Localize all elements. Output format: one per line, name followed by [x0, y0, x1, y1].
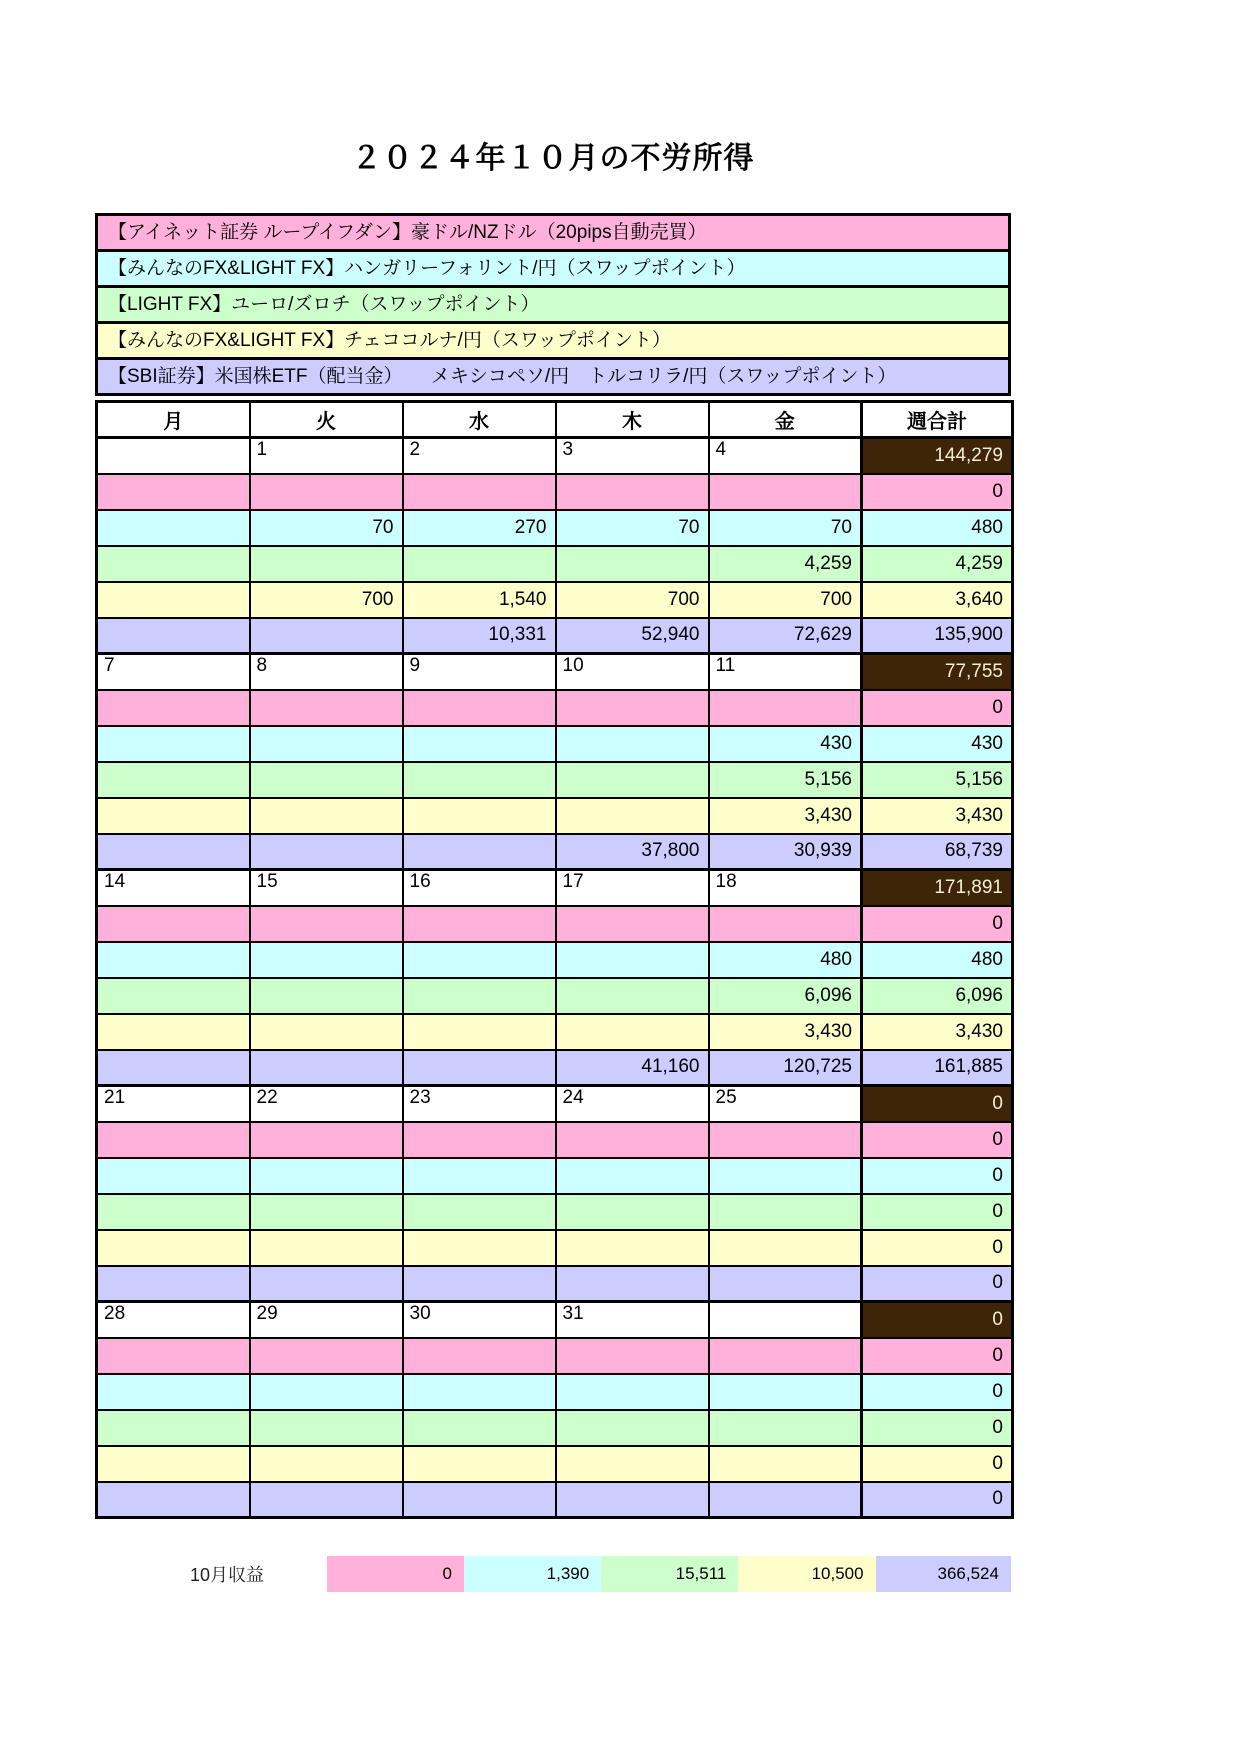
calendar-header	[97, 402, 1013, 438]
value-cell	[709, 1158, 862, 1194]
row-total-cell: 3,640	[862, 582, 1013, 618]
series-row-purple	[97, 1050, 1013, 1086]
week-total-cell: 144,279	[862, 438, 1013, 474]
value-cell	[97, 1050, 250, 1086]
value-cell: 700	[709, 582, 862, 618]
value-cell	[556, 1446, 709, 1482]
value-cell	[403, 1050, 556, 1086]
legend-item-czk-jpy: 【みんなのFX&LIGHT FX】チェココルナ/円（スワップポイント）	[95, 321, 1011, 360]
value-cell	[403, 546, 556, 582]
week-total-cell: 0	[862, 1086, 1013, 1122]
day-cell: 28	[97, 1302, 250, 1338]
series-row-green	[97, 762, 1013, 798]
row-total-cell: 0	[862, 1122, 1013, 1158]
series-row-yellow	[97, 1014, 1013, 1050]
value-cell	[250, 798, 403, 834]
value-cell	[556, 942, 709, 978]
header-week-total: 週合計	[862, 402, 1013, 438]
day-cell: 22	[250, 1086, 403, 1122]
value-cell	[709, 906, 862, 942]
income-calendar-table	[95, 400, 1014, 1519]
value-cell: 120,725	[709, 1050, 862, 1086]
row-total-cell: 0	[862, 906, 1013, 942]
week-day-row	[97, 1302, 1013, 1338]
series-row-yellow	[97, 1446, 1013, 1482]
series-row-cyan	[97, 1374, 1013, 1410]
row-total-cell: 68,739	[862, 834, 1013, 870]
value-cell	[403, 726, 556, 762]
value-cell	[403, 690, 556, 726]
value-cell: 480	[709, 942, 862, 978]
value-cell	[250, 906, 403, 942]
value-cell	[250, 1230, 403, 1266]
week-total-cell: 171,891	[862, 870, 1013, 906]
value-cell	[250, 762, 403, 798]
value-cell: 3,430	[709, 1014, 862, 1050]
value-cell: 70	[709, 510, 862, 546]
value-cell	[97, 834, 250, 870]
value-cell	[403, 1194, 556, 1230]
value-cell	[97, 1482, 250, 1518]
month-total-green: 15,511	[601, 1556, 738, 1592]
value-cell	[250, 726, 403, 762]
value-cell	[556, 726, 709, 762]
series-row-cyan	[97, 726, 1013, 762]
value-cell	[250, 834, 403, 870]
value-cell	[556, 546, 709, 582]
series-row-purple	[97, 618, 1013, 654]
value-cell	[97, 726, 250, 762]
value-cell	[709, 1482, 862, 1518]
value-cell	[250, 1122, 403, 1158]
row-total-cell: 4,259	[862, 546, 1013, 582]
day-cell: 18	[709, 870, 862, 906]
value-cell	[709, 1266, 862, 1302]
day-cell: 9	[403, 654, 556, 690]
row-total-cell: 3,430	[862, 1014, 1013, 1050]
series-row-green	[97, 978, 1013, 1014]
day-cell: 29	[250, 1302, 403, 1338]
row-total-cell: 0	[862, 474, 1013, 510]
value-cell	[403, 798, 556, 834]
series-row-pink	[97, 474, 1013, 510]
value-cell	[97, 582, 250, 618]
value-cell	[97, 618, 250, 654]
header-tuesday: 火	[250, 402, 403, 438]
value-cell: 70	[556, 510, 709, 546]
value-cell	[250, 1050, 403, 1086]
value-cell	[97, 474, 250, 510]
value-cell	[97, 546, 250, 582]
series-row-yellow	[97, 582, 1013, 618]
value-cell: 30,939	[709, 834, 862, 870]
value-cell: 72,629	[709, 618, 862, 654]
value-cell	[709, 1230, 862, 1266]
value-cell	[97, 510, 250, 546]
value-cell	[709, 1374, 862, 1410]
header-monday: 月	[97, 402, 250, 438]
value-cell: 5,156	[709, 762, 862, 798]
series-row-purple	[97, 1266, 1013, 1302]
row-total-cell: 0	[862, 1230, 1013, 1266]
value-cell	[403, 1014, 556, 1050]
value-cell	[97, 1158, 250, 1194]
value-cell	[556, 1374, 709, 1410]
value-cell	[556, 1194, 709, 1230]
day-cell: 23	[403, 1086, 556, 1122]
value-cell	[709, 690, 862, 726]
value-cell	[556, 1158, 709, 1194]
value-cell	[250, 1194, 403, 1230]
value-cell	[97, 1338, 250, 1374]
calendar-body	[97, 438, 1013, 1518]
value-cell	[403, 1266, 556, 1302]
row-total-cell: 0	[862, 1446, 1013, 1482]
page-title: ２０２４年１０月の不労所得	[351, 142, 755, 175]
value-cell	[709, 1446, 862, 1482]
value-cell: 41,160	[556, 1050, 709, 1086]
day-cell: 10	[556, 654, 709, 690]
value-cell	[403, 906, 556, 942]
row-total-cell: 430	[862, 726, 1013, 762]
value-cell: 700	[250, 582, 403, 618]
value-cell	[403, 474, 556, 510]
series-row-yellow	[97, 1230, 1013, 1266]
legend-item-sbi-etf-mxn-try: 【SBI証券】米国株ETF（配当金） メキシコペソ/円 トルコリラ/円（スワップポイント）	[95, 357, 1011, 396]
value-cell	[97, 798, 250, 834]
week-day-row	[97, 438, 1013, 474]
value-cell: 52,940	[556, 618, 709, 654]
value-cell	[556, 1122, 709, 1158]
week-day-row	[97, 870, 1013, 906]
series-row-green	[97, 1410, 1013, 1446]
value-cell	[97, 1446, 250, 1482]
week-total-cell: 0	[862, 1302, 1013, 1338]
row-total-cell: 0	[862, 1338, 1013, 1374]
day-cell: 17	[556, 870, 709, 906]
row-total-cell: 161,885	[862, 1050, 1013, 1086]
value-cell	[556, 906, 709, 942]
month-summary	[190, 1556, 1011, 1592]
value-cell	[403, 1158, 556, 1194]
value-cell	[403, 1338, 556, 1374]
value-cell: 700	[556, 582, 709, 618]
series-row-green	[97, 546, 1013, 582]
value-cell: 70	[250, 510, 403, 546]
header-friday: 金	[709, 402, 862, 438]
day-cell: 25	[709, 1086, 862, 1122]
value-cell	[556, 798, 709, 834]
series-row-pink	[97, 1338, 1013, 1374]
value-cell	[709, 1410, 862, 1446]
row-total-cell: 480	[862, 942, 1013, 978]
day-cell: 1	[250, 438, 403, 474]
series-row-green	[97, 1194, 1013, 1230]
month-total-yellow: 10,500	[738, 1556, 875, 1592]
value-cell: 3,430	[709, 798, 862, 834]
value-cell	[556, 1230, 709, 1266]
value-cell	[250, 978, 403, 1014]
value-cell	[250, 1158, 403, 1194]
day-cell: 24	[556, 1086, 709, 1122]
day-cell: 14	[97, 870, 250, 906]
row-total-cell: 3,430	[862, 798, 1013, 834]
day-cell: 30	[403, 1302, 556, 1338]
series-row-pink	[97, 906, 1013, 942]
series-row-cyan	[97, 510, 1013, 546]
day-cell: 4	[709, 438, 862, 474]
value-cell	[97, 1374, 250, 1410]
row-total-cell: 0	[862, 1266, 1013, 1302]
value-cell	[97, 942, 250, 978]
series-row-pink	[97, 1122, 1013, 1158]
month-total-pink: 0	[327, 1556, 464, 1592]
value-cell	[709, 1338, 862, 1374]
row-total-cell: 0	[862, 690, 1013, 726]
value-cell	[250, 1338, 403, 1374]
value-cell	[403, 1410, 556, 1446]
row-total-cell: 0	[862, 1482, 1013, 1518]
value-cell	[556, 762, 709, 798]
series-row-cyan	[97, 1158, 1013, 1194]
value-cell	[250, 1266, 403, 1302]
value-cell: 4,259	[709, 546, 862, 582]
month-total-cyan: 1,390	[464, 1556, 601, 1592]
value-cell: 37,800	[556, 834, 709, 870]
value-cell	[403, 1374, 556, 1410]
value-cell	[556, 1410, 709, 1446]
header-thursday: 木	[556, 402, 709, 438]
week-total-cell: 77,755	[862, 654, 1013, 690]
day-cell: 8	[250, 654, 403, 690]
value-cell	[403, 1482, 556, 1518]
value-cell	[250, 1446, 403, 1482]
value-cell	[403, 762, 556, 798]
day-cell: 11	[709, 654, 862, 690]
value-cell	[556, 690, 709, 726]
value-cell	[403, 1122, 556, 1158]
value-cell	[250, 1482, 403, 1518]
value-cell	[709, 1122, 862, 1158]
series-row-purple	[97, 1482, 1013, 1518]
value-cell	[556, 1338, 709, 1374]
value-cell	[97, 1266, 250, 1302]
value-cell	[556, 474, 709, 510]
value-cell	[250, 546, 403, 582]
value-cell	[709, 474, 862, 510]
value-cell	[97, 690, 250, 726]
value-cell	[97, 1194, 250, 1230]
month-total-purple: 366,524	[876, 1556, 1011, 1592]
spreadsheet	[95, 0, 1011, 1592]
value-cell: 430	[709, 726, 862, 762]
value-cell	[97, 762, 250, 798]
legend	[95, 213, 1011, 396]
value-cell	[250, 618, 403, 654]
row-total-cell: 0	[862, 1410, 1013, 1446]
value-cell	[97, 1014, 250, 1050]
day-cell: 21	[97, 1086, 250, 1122]
value-cell	[556, 1266, 709, 1302]
value-cell	[250, 1374, 403, 1410]
day-cell: 3	[556, 438, 709, 474]
value-cell	[403, 978, 556, 1014]
day-cell: 2	[403, 438, 556, 474]
value-cell	[403, 942, 556, 978]
value-cell	[709, 1194, 862, 1230]
series-row-cyan	[97, 942, 1013, 978]
value-cell	[403, 1446, 556, 1482]
value-cell	[556, 1482, 709, 1518]
header-wednesday: 水	[403, 402, 556, 438]
value-cell	[97, 1410, 250, 1446]
row-total-cell: 0	[862, 1158, 1013, 1194]
week-day-row	[97, 1086, 1013, 1122]
row-total-cell: 0	[862, 1374, 1013, 1410]
row-total-cell: 5,156	[862, 762, 1013, 798]
value-cell	[556, 978, 709, 1014]
legend-item-eur-pln: 【LIGHT FX】ユーロ/ズロチ（スワップポイント）	[95, 285, 1011, 324]
value-cell	[403, 834, 556, 870]
value-cell	[556, 1014, 709, 1050]
row-total-cell: 0	[862, 1194, 1013, 1230]
value-cell	[97, 1230, 250, 1266]
value-cell	[250, 1014, 403, 1050]
day-cell: 7	[97, 654, 250, 690]
day-cell: 16	[403, 870, 556, 906]
value-cell: 1,540	[403, 582, 556, 618]
row-total-cell: 480	[862, 510, 1013, 546]
day-cell	[709, 1302, 862, 1338]
week-day-row	[97, 654, 1013, 690]
value-cell: 10,331	[403, 618, 556, 654]
row-total-cell: 135,900	[862, 618, 1013, 654]
value-cell	[250, 690, 403, 726]
legend-item-loop-ifudan: 【アイネット証券 ループイフダン】豪ドル/NZドル（20pips自動売買）	[95, 213, 1011, 252]
value-cell	[250, 1410, 403, 1446]
day-cell: 15	[250, 870, 403, 906]
value-cell	[97, 1122, 250, 1158]
row-total-cell: 6,096	[862, 978, 1013, 1014]
value-cell: 270	[403, 510, 556, 546]
value-cell	[403, 1230, 556, 1266]
legend-item-huf-jpy: 【みんなのFX&LIGHT FX】ハンガリーフォリント/円（スワップポイント）	[95, 249, 1011, 288]
value-cell	[97, 906, 250, 942]
value-cell	[97, 978, 250, 1014]
day-cell: 31	[556, 1302, 709, 1338]
series-row-purple	[97, 834, 1013, 870]
day-cell	[97, 438, 250, 474]
series-row-yellow	[97, 798, 1013, 834]
value-cell	[250, 942, 403, 978]
value-cell	[250, 474, 403, 510]
month-summary-label: 10月収益	[190, 1565, 265, 1585]
series-row-pink	[97, 690, 1013, 726]
value-cell: 6,096	[709, 978, 862, 1014]
